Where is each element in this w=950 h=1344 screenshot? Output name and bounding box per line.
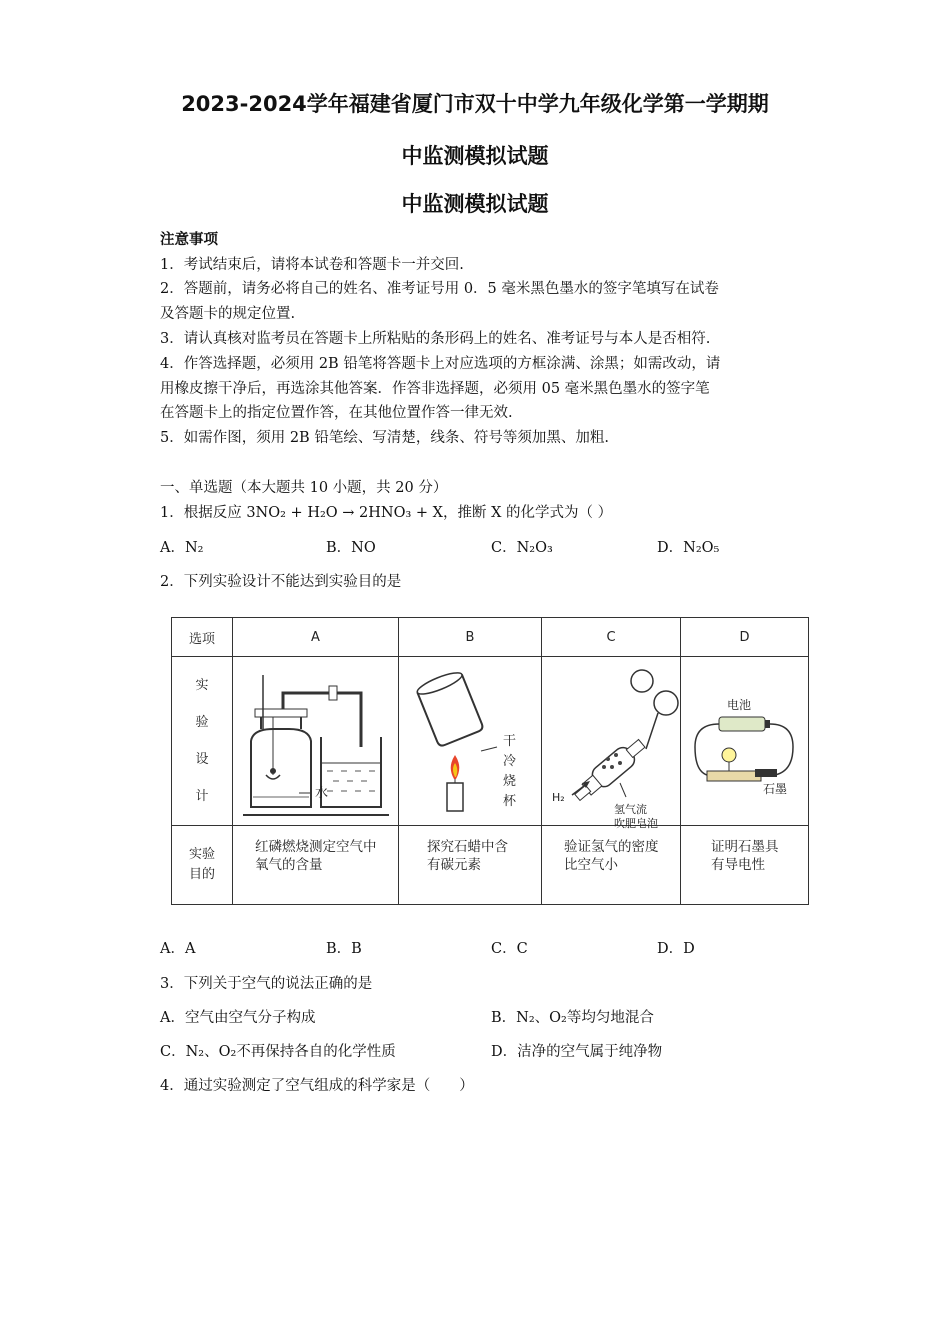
q1-stem: 1．根据反应 3NO₂ + H₂O → 2HNO₃ + X，推断 X 的化学式为（ ） [160,505,613,521]
header-cell: A [233,618,399,657]
goal-row-label: 实验 目的 [172,826,233,905]
q1-option-c[interactable]: C．N₂O₃ [491,540,553,556]
svg-text:杯: 杯 [503,794,517,809]
q2-option-a[interactable]: A．A [160,941,196,957]
header-cell: C [542,618,681,657]
experiment-table [171,617,809,905]
q2-stem: 2．下列实验设计不能达到实验目的是 [160,574,402,590]
svg-text:石墨: 石墨 [763,782,788,796]
q1-option-a[interactable]: A．N₂ [160,540,204,556]
svg-text:水: 水 [315,786,329,801]
q1-option-b[interactable]: B．NO [326,540,376,556]
notice-item: 4．作答选择题，必须用 2B 铅笔将答题卡上对应选项的方框涂满、涂黑；如需改动，请 [160,356,721,372]
notice-heading: 注意事项 [160,231,218,248]
q4-stem: 4．通过实验测定了空气组成的科学家是（ ） [160,1078,474,1094]
goal-a: 红磷燃烧测定空气中 氧气的含量 [233,826,399,905]
svg-text:干: 干 [503,734,517,749]
title-line-1: 2023-2024学年福建省厦门市双十中学九年级化学第一学期期 [181,92,769,116]
svg-text:氢气流: 氢气流 [614,803,647,816]
q3-option-d[interactable]: D．洁净的空气属于纯净物 [491,1044,663,1060]
header-cell: D [681,618,809,657]
design-row-label: 实 验 设 计 [172,657,233,826]
notice-item: 5．如需作图，须用 2B 铅笔绘、写清楚，线条、符号等须加黑、加粗. [160,430,609,446]
goal-d: 证明石墨具 有导电性 [681,826,809,905]
notice-item: 用橡皮擦干净后，再选涂其他答案．作答非选择题，必须用 05 毫米黑色墨水的签字笔 [160,381,710,397]
notice-item: 在答题卡上的指定位置作答，在其他位置作答一律无效. [160,405,513,421]
q1-option-d[interactable]: D．N₂O₅ [657,540,720,556]
figure-b-cell [399,657,542,826]
svg-text:吹肥皂泡: 吹肥皂泡 [614,817,658,830]
title-line-3: 中监测模拟试题 [401,192,549,216]
header-cell: B [399,618,542,657]
q2-option-c[interactable]: C．C [491,941,528,957]
candle-beaker-icon [399,657,541,821]
q3-option-a[interactable]: A．空气由空气分子构成 [160,1010,316,1026]
section-heading: 一、单选题（本大题共 10 小题，共 20 分） [160,480,448,496]
figure-d-cell [681,657,809,826]
goal-b: 探究石蜡中含 有碳元素 [399,826,542,905]
q2-option-d[interactable]: D．D [657,941,695,957]
svg-text:电池: 电池 [727,698,752,712]
graphite-circuit-icon [681,657,808,821]
q3-stem: 3．下列关于空气的说法正确的是 [160,976,373,992]
svg-text:H₂: H₂ [552,791,565,804]
notice-item: 2．答题前，请务必将自己的姓名、准考证号用 0．5 毫米黑色墨水的签字笔填写在试卷 [160,281,719,297]
title-line-2: 中监测模拟试题 [401,144,549,168]
red-phosphorus-apparatus-icon [233,657,398,821]
figure-c-cell [542,657,681,830]
header-cell: 选项 [172,618,233,657]
notice-item: 及答题卡的规定位置. [160,306,296,322]
hydrogen-bubble-icon [542,657,680,830]
q3-option-b[interactable]: B．N₂、O₂等均匀地混合 [491,1010,654,1026]
svg-text:冷: 冷 [503,754,517,769]
notice-item: 1．考试结束后，请将本试卷和答题卡一并交回. [160,257,464,273]
q3-option-c[interactable]: C．N₂、O₂不再保持各自的化学性质 [160,1044,396,1060]
notice-item: 3．请认真核对监考员在答题卡上所粘贴的条形码上的姓名、准考证号与本人是否相符. [160,331,711,347]
figure-a-cell [233,657,399,826]
goal-c: 验证氢气的密度 比空气小 [542,826,681,905]
q2-option-b[interactable]: B．B [326,941,362,957]
svg-text:烧: 烧 [503,774,517,789]
